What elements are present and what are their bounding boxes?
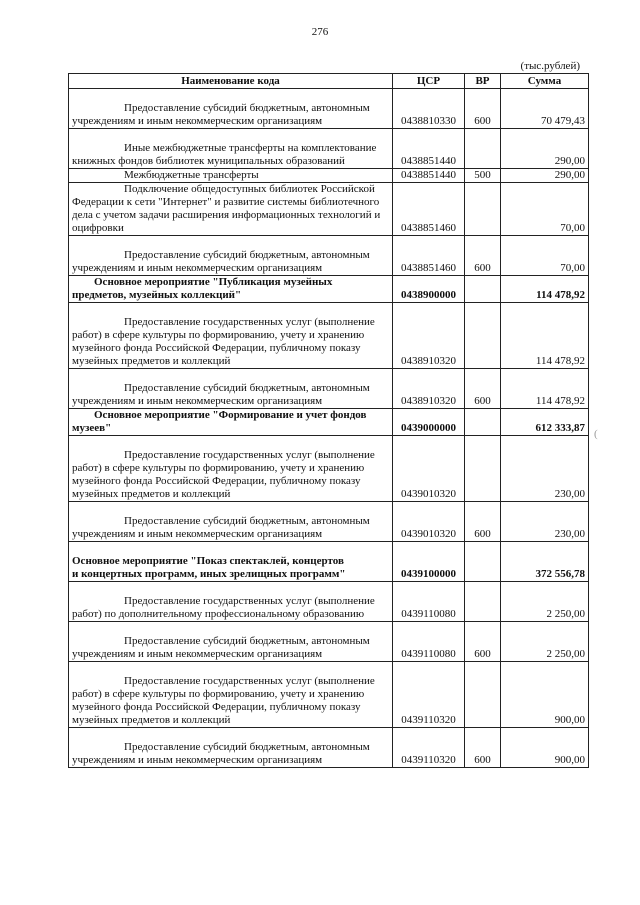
cell-name-first-line: Основное мероприятие "Показ спектаклей, концертов xyxy=(72,555,344,567)
cell-csr: 0439010320 xyxy=(393,436,465,502)
cell-name-rest: работ) в сфере культуры по формированию, учету и хранению музейного фонда Российской Федерации, публичному показу музейных предметов и коллекций xyxy=(72,329,365,367)
col-header-sum: Сумма xyxy=(501,74,589,89)
cell-vr: 600 xyxy=(465,728,501,768)
table-row xyxy=(69,89,589,129)
row-spacer xyxy=(72,622,389,635)
cell-name xyxy=(69,129,393,169)
row-spacer xyxy=(72,728,389,741)
cell-csr: 0439100000 xyxy=(393,542,465,582)
cell-name xyxy=(69,169,393,183)
cell-sum: 612 333,87 xyxy=(501,409,589,436)
cell-name-first-line: Предоставление государственных услуг (выполнение xyxy=(124,675,375,687)
page-number: 276 xyxy=(311,26,329,38)
row-spacer xyxy=(72,582,389,595)
cell-name-rest: работ) в сфере культуры по формированию, учету и хранению музейного фонда Российской Федерации, публичному показу музейных предметов и коллекций xyxy=(72,688,365,726)
cell-sum: 372 556,78 xyxy=(501,542,589,582)
cell-name-rest: учреждениям и иным некоммерческим организациям xyxy=(72,262,323,274)
table-row xyxy=(69,129,589,169)
cell-name-first-line: Основное мероприятие "Формирование и учет фондов xyxy=(94,409,367,421)
table-row xyxy=(69,542,589,582)
cell-name-rest: музеев" xyxy=(72,422,112,434)
cell-sum: 230,00 xyxy=(501,502,589,542)
cell-name-rest: и концертных программ, иных зрелищных программ" xyxy=(72,568,346,580)
cell-sum: 70 479,43 xyxy=(501,89,589,129)
col-header-vr: ВР xyxy=(465,74,501,89)
cell-csr: 0438851440 xyxy=(393,129,465,169)
cell-name-first-line: Предоставление субсидий бюджетным, автономным xyxy=(124,515,370,527)
cell-name-rest: учреждениям и иным некоммерческим организациям xyxy=(72,528,323,540)
cell-sum: 900,00 xyxy=(501,662,589,728)
cell-name xyxy=(69,183,393,236)
col-header-name: Наименование кода xyxy=(69,74,393,89)
cell-name xyxy=(69,303,393,369)
cell-csr: 0439010320 xyxy=(393,502,465,542)
cell-csr: 0438910320 xyxy=(393,369,465,409)
cell-vr xyxy=(465,662,501,728)
cell-csr: 0438851440 xyxy=(393,169,465,183)
cell-name-first-line: Основное мероприятие "Публикация музейных xyxy=(94,276,333,288)
cell-name-rest: работ) по дополнительному профессиональному образованию xyxy=(72,608,365,620)
row-spacer xyxy=(72,542,389,555)
cell-name xyxy=(69,622,393,662)
table-row xyxy=(69,183,589,236)
table-row xyxy=(69,436,589,502)
row-spacer xyxy=(72,436,389,449)
cell-vr: 600 xyxy=(465,369,501,409)
cell-sum: 114 478,92 xyxy=(501,276,589,303)
cell-vr xyxy=(465,183,501,236)
cell-csr: 0439110080 xyxy=(393,582,465,622)
cell-name xyxy=(69,409,393,436)
cell-name-rest: работ) в сфере культуры по формированию, учету и хранению музейного фонда Российской Федерации, публичному показу музейных предметов и коллекций xyxy=(72,462,365,500)
table-row xyxy=(69,236,589,276)
cell-vr xyxy=(465,303,501,369)
cell-name xyxy=(69,236,393,276)
row-spacer xyxy=(72,129,389,142)
table-row xyxy=(69,622,589,662)
cell-csr: 0439110320 xyxy=(393,728,465,768)
row-spacer xyxy=(72,89,389,102)
cell-name xyxy=(69,276,393,303)
cell-csr: 0438910320 xyxy=(393,303,465,369)
cell-vr xyxy=(465,582,501,622)
cell-name-first-line: Иные межбюджетные трансферты на комплектование xyxy=(124,142,377,154)
cell-name-rest: учреждениям и иным некоммерческим организациям xyxy=(72,648,323,660)
cell-csr: 0438900000 xyxy=(393,276,465,303)
row-spacer xyxy=(72,502,389,515)
units-label: (тыс.рублей) xyxy=(520,60,580,72)
cell-sum: 290,00 xyxy=(501,169,589,183)
cell-name xyxy=(69,542,393,582)
cell-name-first-line: Предоставление субсидий бюджетным, автономным xyxy=(124,102,370,114)
cell-vr: 600 xyxy=(465,89,501,129)
cell-name-first-line: Предоставление субсидий бюджетным, автономным xyxy=(124,635,370,647)
cell-vr: 500 xyxy=(465,169,501,183)
cell-vr xyxy=(465,436,501,502)
row-spacer xyxy=(72,662,389,675)
cell-name xyxy=(69,369,393,409)
table-row xyxy=(69,728,589,768)
table-row xyxy=(69,582,589,622)
table-row xyxy=(69,169,589,183)
cell-vr xyxy=(465,409,501,436)
cell-vr xyxy=(465,276,501,303)
cell-name xyxy=(69,728,393,768)
cell-sum: 114 478,92 xyxy=(501,303,589,369)
cell-csr: 0438851460 xyxy=(393,236,465,276)
cell-sum: 2 250,00 xyxy=(501,582,589,622)
table-row xyxy=(69,303,589,369)
row-spacer xyxy=(72,303,389,316)
table-row xyxy=(69,409,589,436)
table-header-row xyxy=(69,74,589,89)
col-header-csr: ЦСР xyxy=(393,74,465,89)
cell-name-first-line: Подключение общедоступных библиотек Российской xyxy=(124,183,375,195)
cell-name xyxy=(69,436,393,502)
cell-name-first-line: Межбюджетные трансферты xyxy=(124,169,259,181)
cell-name xyxy=(69,662,393,728)
cell-name-first-line: Предоставление государственных услуг (выполнение xyxy=(124,595,375,607)
cell-csr: 0439110080 xyxy=(393,622,465,662)
table-body xyxy=(69,89,589,768)
cell-sum: 290,00 xyxy=(501,129,589,169)
cell-csr: 0438810330 xyxy=(393,89,465,129)
cell-csr: 0438851460 xyxy=(393,183,465,236)
cell-name-rest: предметов, музейных коллекций" xyxy=(72,289,242,301)
table-row xyxy=(69,662,589,728)
cell-name-first-line: Предоставление субсидий бюджетным, автономным xyxy=(124,741,370,753)
cell-csr: 0439000000 xyxy=(393,409,465,436)
row-spacer xyxy=(72,236,389,249)
cell-name-rest: книжных фондов библиотек муниципальных образований xyxy=(72,155,345,167)
cell-vr: 600 xyxy=(465,622,501,662)
cell-sum: 70,00 xyxy=(501,236,589,276)
cell-name-first-line: Предоставление государственных услуг (выполнение xyxy=(124,316,375,328)
cell-sum: 900,00 xyxy=(501,728,589,768)
cell-name-rest: учреждениям и иным некоммерческим организациям xyxy=(72,754,323,766)
cell-vr: 600 xyxy=(465,236,501,276)
cell-sum: 114 478,92 xyxy=(501,369,589,409)
cell-sum: 70,00 xyxy=(501,183,589,236)
table-row xyxy=(69,369,589,409)
cell-name-first-line: Предоставление государственных услуг (выполнение xyxy=(124,449,375,461)
row-spacer xyxy=(72,369,389,382)
cell-name-rest: учреждениям и иным некоммерческим организациям xyxy=(72,395,323,407)
table-row xyxy=(69,502,589,542)
cell-name-rest: Федерации к сети "Интернет" и развитие системы библиотечного дела с учетом задачи расширения информационных технологий и оцифровки xyxy=(72,196,381,234)
cell-name xyxy=(69,582,393,622)
budget-table xyxy=(68,73,589,768)
cell-vr xyxy=(465,129,501,169)
cell-name-first-line: Предоставление субсидий бюджетным, автономным xyxy=(124,382,370,394)
cell-name xyxy=(69,89,393,129)
cell-csr: 0439110320 xyxy=(393,662,465,728)
margin-mark: ( xyxy=(594,428,598,440)
table-row xyxy=(69,276,589,303)
cell-vr xyxy=(465,542,501,582)
cell-name xyxy=(69,502,393,542)
cell-vr: 600 xyxy=(465,502,501,542)
cell-name-first-line: Предоставление субсидий бюджетным, автономным xyxy=(124,249,370,261)
cell-sum: 2 250,00 xyxy=(501,622,589,662)
cell-name-rest: учреждениям и иным некоммерческим организациям xyxy=(72,115,323,127)
cell-sum: 230,00 xyxy=(501,436,589,502)
